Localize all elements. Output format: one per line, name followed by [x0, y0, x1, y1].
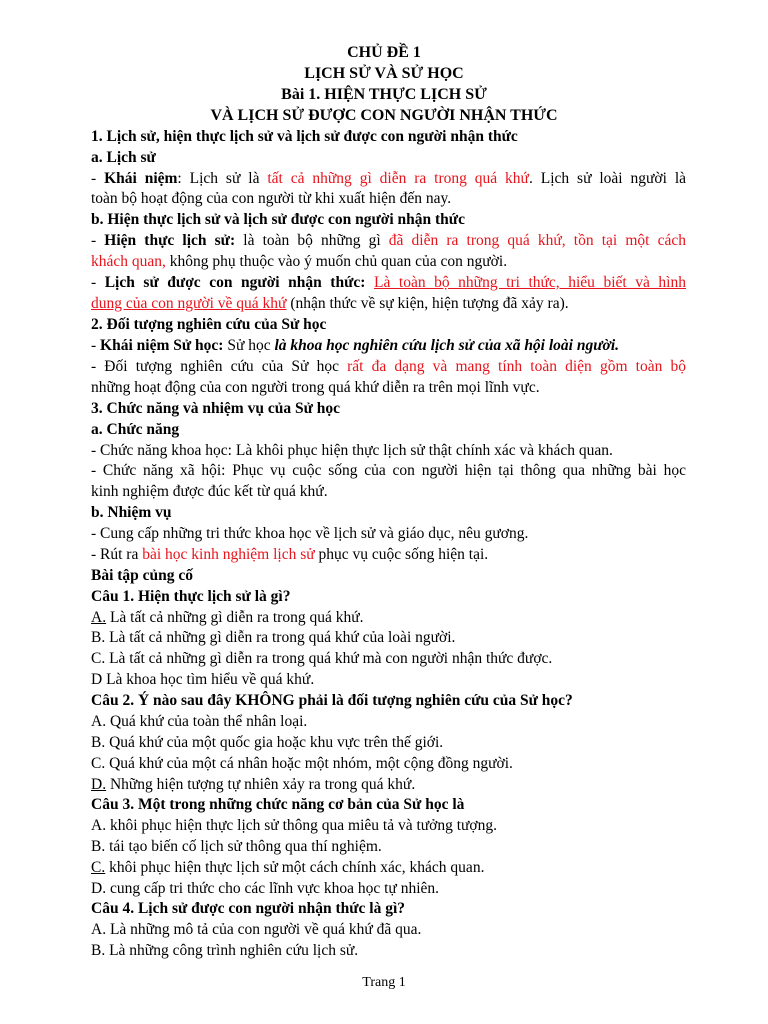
- kn-label: Khái niệm Sử học:: [100, 337, 224, 354]
- doi-tuong-line2: những hoạt động của con người trong quá khứ diễn ra trên mọi lĩnh vực.: [91, 379, 540, 396]
- nv2-highlight: bài học kinh nghiệm lịch sử: [142, 546, 315, 563]
- lsnt-label: Lịch sử được con người nhận thức:: [104, 274, 366, 291]
- q1-title: Câu 1. Hiện thực lịch sử là gì?: [91, 588, 291, 605]
- su-hoc-definition: - Khái niệm Sử học: Sử học là khoa học nghiên cứu lịch sử của xã hội loài người.: [91, 337, 620, 354]
- doi-tuong-highlight: rất đa dạng và mang tính toàn diện gồm toàn bộ: [347, 358, 686, 375]
- page-number: Trang 1: [362, 975, 406, 990]
- q2-answer-letter: D.: [91, 776, 107, 793]
- htls-highlight2: khách quan,: [91, 253, 166, 270]
- q3-option-c-text: khôi phục hiện thực lịch sử một cách chính xác, khách quan.: [105, 859, 485, 876]
- lsnt-highlight2: dung của con người về quá khứ: [91, 295, 287, 312]
- q2-option-d-text: Những hiện tượng tự nhiên xảy ra trong quá khứ.: [106, 776, 416, 793]
- khai-niem-line2: toàn bộ hoạt động của con người từ khi xuất hiện đến nay.: [91, 190, 452, 207]
- doi-tuong-line1: [91, 357, 686, 377]
- q2-title: Câu 2. Ý nào sau đây KHÔNG phải là đối tượng nghiên cứu của Sử học?: [91, 692, 573, 709]
- lsnt-line2: [91, 294, 686, 314]
- exercises-heading: Bài tập củng cố: [91, 567, 194, 584]
- q2-option-a: A. Quá khứ của toàn thể nhân loại.: [91, 713, 308, 730]
- htls-highlight: đã diễn ra trong quá khứ, tồn tại một cách: [388, 232, 686, 249]
- htls-line1: - Hiện thực lịch sử: là toàn bộ những gì đã diễn ra trong quá khứ, tồn tại một cách: [91, 232, 686, 249]
- q4-option-a: A. Là những mô tả của con người về quá khứ đã qua.: [91, 921, 422, 938]
- htls-text-a: là toàn bộ những gì: [235, 232, 389, 249]
- chuc-nang-xa-hoi-line1: - Chức năng xã hội: Phục vụ cuộc sống của con người hiện tại thông qua những bài học: [91, 462, 686, 479]
- htls-rest: không phụ thuộc vào ý muốn chủ quan của con người.: [165, 253, 508, 270]
- lsnt-line1: - Lịch sử được con người nhận thức: Là toàn bộ những tri thức, hiểu biết và hình: [91, 274, 686, 291]
- htls-label: Hiện thực lịch sử:: [104, 232, 236, 249]
- q1-option-a: [91, 608, 686, 628]
- lsnt-rest: (nhận thức về sự kiện, hiện tượng đã xảy ra).: [286, 295, 569, 312]
- khai-niem-line1: - Khái niệm: Lịch sử là tất cả những gì diễn ra trong quá khứ. Lịch sử loài người là: [91, 170, 686, 187]
- q3-option-d: D. cung cấp tri thức cho các lĩnh vực khoa học tự nhiên.: [91, 880, 440, 897]
- doi-tuong-text: - Đối tượng nghiên cứu của Sử học: [91, 358, 348, 375]
- q4-title: Câu 4. Lịch sử được con người nhận thức là gì?: [91, 900, 406, 917]
- q3-title: Câu 3. Một trong những chức năng cơ bản của Sử học là: [91, 796, 465, 813]
- lsnt-highlight: Là toàn bộ những tri thức, hiểu biết và hình: [374, 274, 686, 291]
- section3-heading: 3. Chức năng và nhiệm vụ của Sử học: [91, 400, 340, 417]
- chuc-nang-khoa-hoc: - Chức năng khoa học: Là khôi phục hiện thực lịch sử thật chính xác và khách quan.: [91, 442, 613, 459]
- lesson-title-line2: VÀ LỊCH SỬ ĐƯỢC CON NGƯỜI NHẬN THỨC: [210, 107, 558, 124]
- q1-answer-letter: A.: [91, 609, 107, 626]
- q3-option-c: [91, 858, 686, 878]
- khai-niem-highlight: tất cả những gì diễn ra trong quá khứ: [267, 170, 529, 187]
- chuc-nang-xa-hoi-line2: kinh nghiệm được đúc kết từ quá khứ.: [91, 483, 328, 500]
- q1-option-c: C. Là tất cả những gì diễn ra trong quá khứ mà con người nhận thức được.: [91, 650, 553, 667]
- q2-option-c: C. Quá khứ của một cá nhân hoặc một nhóm, một cộng đồng người.: [91, 755, 513, 772]
- q1-option-b: B. Là tất cả những gì diễn ra trong quá khứ của loài người.: [91, 629, 456, 646]
- topic-title: CHỦ ĐỀ 1: [347, 44, 421, 61]
- q2-option-d: [91, 775, 686, 795]
- lesson-title-line1: Bài 1. HIỆN THỰC LỊCH SỬ: [281, 86, 487, 103]
- kn-text: Sử học: [223, 337, 275, 354]
- section1-heading: 1. Lịch sử, hiện thực lịch sử và lịch sử được con người nhận thức: [91, 128, 518, 145]
- khai-niem-text-b: . Lịch sử loài người là: [528, 170, 686, 187]
- q1-option-d: D Là khoa học tìm hiểu về quá khứ.: [91, 671, 315, 688]
- section1a-heading: a. Lịch sử: [91, 149, 156, 166]
- subject-title: LỊCH SỬ VÀ SỬ HỌC: [304, 65, 464, 82]
- q3-answer-letter: C.: [91, 859, 106, 876]
- section2-heading: 2. Đối tượng nghiên cứu của Sử học: [91, 316, 327, 333]
- section3b-heading: b. Nhiệm vụ: [91, 504, 172, 521]
- q3-option-b: B. tái tạo biến cố lịch sử thông qua thí nghiệm.: [91, 838, 382, 855]
- khai-niem-text-a: : Lịch sử là: [177, 170, 268, 187]
- q4-option-b: B. Là những công trình nghiên cứu lịch sử.: [91, 942, 359, 959]
- nhiem-vu-1: - Cung cấp những tri thức khoa học về lịch sử và giáo dục, nêu gương.: [91, 525, 529, 542]
- q2-option-b: B. Quá khứ của một quốc gia hoặc khu vực trên thế giới.: [91, 734, 444, 751]
- khai-niem-label: Khái niệm: [104, 170, 178, 187]
- section1b-heading: b. Hiện thực lịch sử và lịch sử được con người nhận thức: [91, 211, 465, 228]
- section3a-heading: a. Chức năng: [91, 421, 180, 438]
- nv2-text-b: phục vụ cuộc sống hiện tại.: [314, 546, 489, 563]
- kn-bold-italic: là khoa học nghiên cứu lịch sử của xã hội loài người.: [274, 337, 620, 354]
- nhiem-vu-2: [91, 545, 686, 565]
- htls-line2: [91, 252, 686, 272]
- nv2-text-a: - Rút ra: [91, 546, 143, 563]
- q3-option-a: A. khôi phục hiện thực lịch sử thông qua miêu tả và tưởng tượng.: [91, 817, 498, 834]
- q1-option-a-text: Là tất cả những gì diễn ra trong quá khứ.: [106, 609, 364, 626]
